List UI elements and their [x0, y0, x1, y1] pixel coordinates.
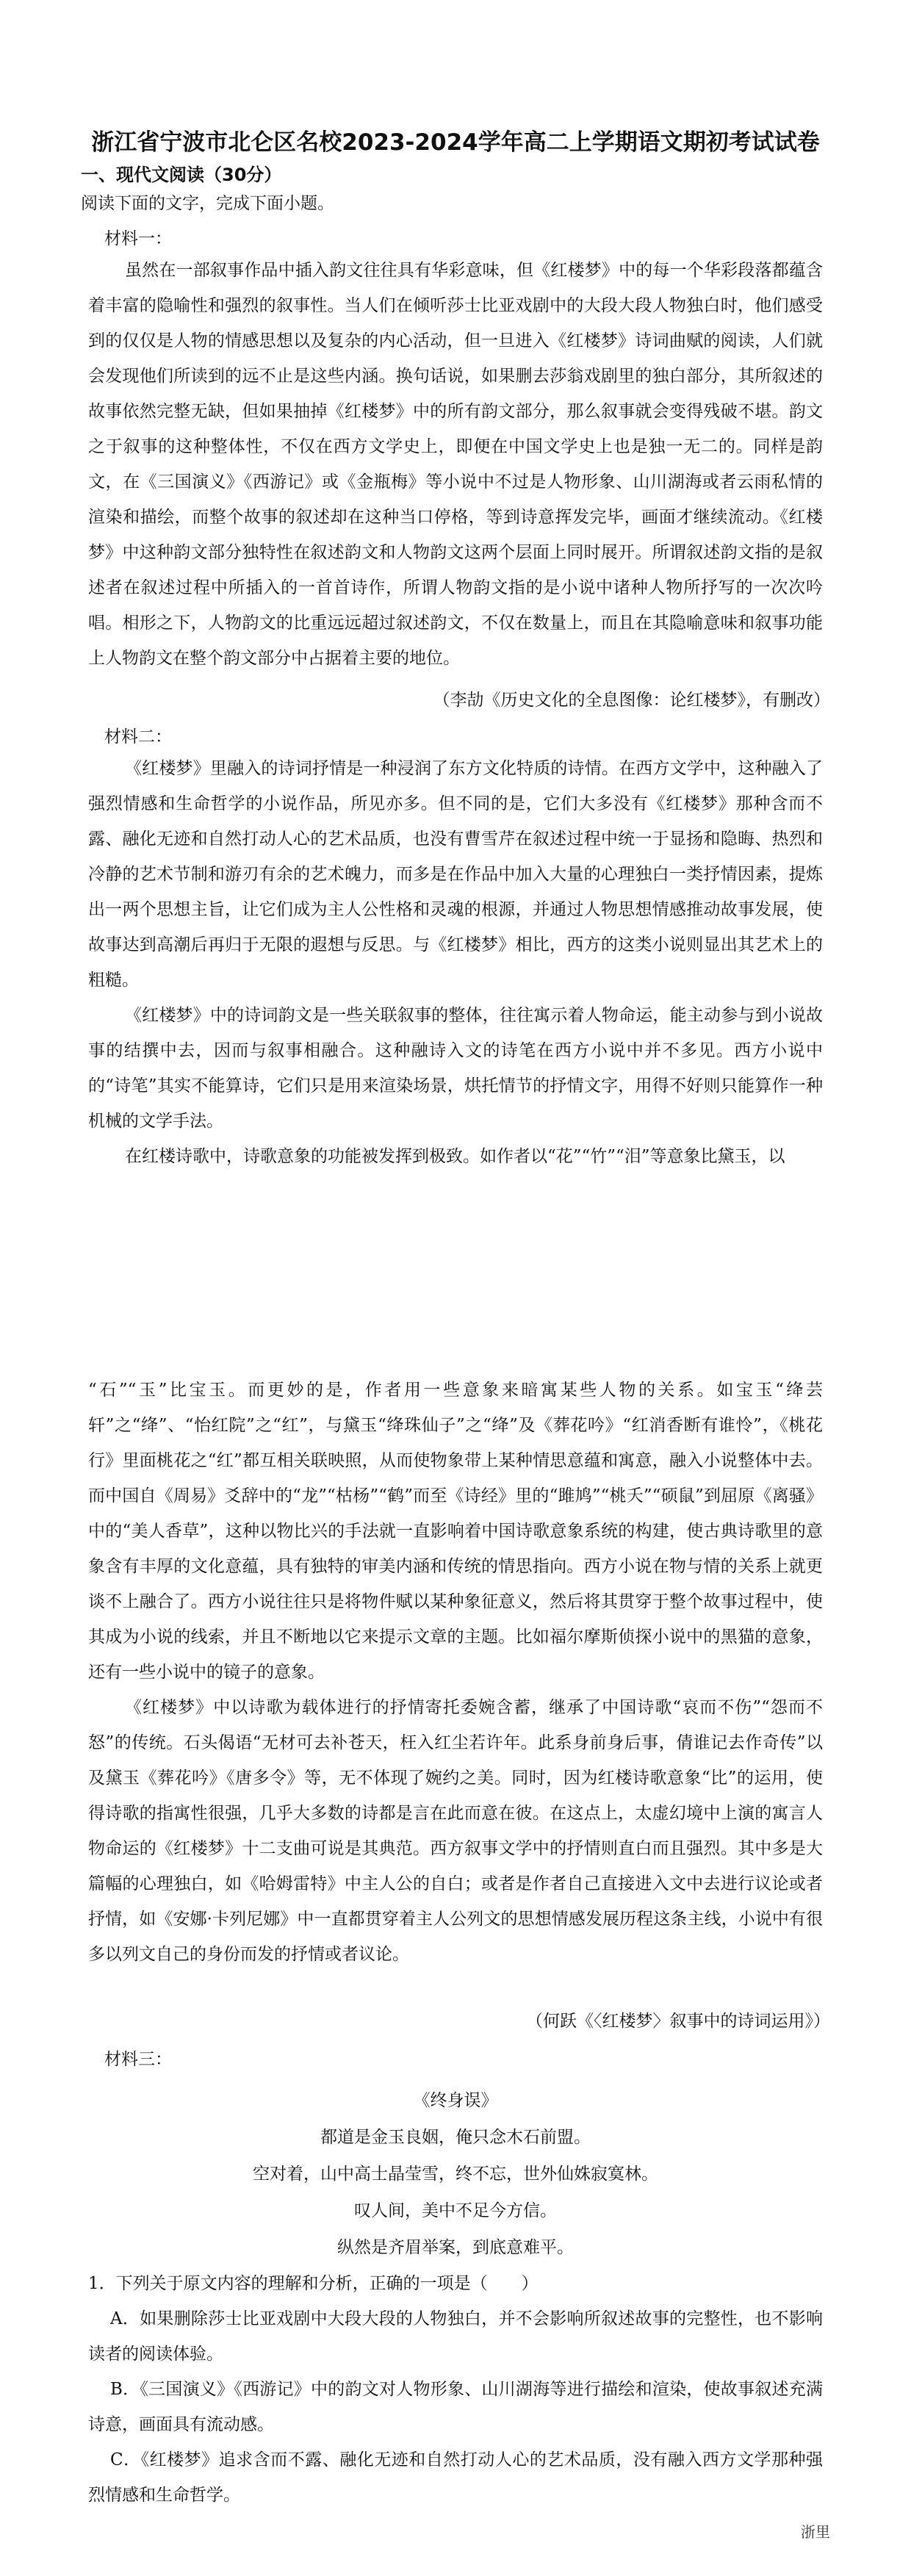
- material2-continuation: [88, 1372, 823, 1972]
- poem-line: 空对着，山中高士晶莹雪，终不忘，世外仙姝寂寞林。: [253, 2165, 658, 2184]
- material1-source: （李劼《历史文化的全息图像：论红楼梦》，有删改）: [433, 691, 830, 710]
- material1-paragraph: 虽然在一部叙事作品中插入韵文往往具有华彩意味，但《红楼梦》中的每一个华彩段落都蕴含着丰富的隐喻性和强烈的叙事性。当人们在倾听莎士比亚戏剧中的大段大段人物独白时，他们感受到的仅仅是人物的情感思想以及复杂的内心活动，但一旦进入《红楼梦》诗词曲赋的阅读，人们就会发现他们所读到的远不止是这些内涵。换句话说，如果删去莎翁戏剧里的独白部分，其所叙述的故事依然完整无缺，但如果抽掉《红楼梦》中的所有韵文部分，那么叙事就会变得残破不堪。韵文之于叙事的这种整体性，不仅在西方文学史上，即便在中国文学史上也是独一无二的。同样是韵文，在《三国演义》《西游记》或《金瓶梅》等小说中不过是人物形象、山川湖海或者云雨私情的渲染和描绘，而整个故事的叙述却在这种当口停格，等到诗意挥发完毕，画面才继续流动。《红楼梦》中这种韵文部分独特性在叙述韵文和人物韵文这两个层面上同时展开。所谓叙述韵文指的是叙述者在叙述过程中所插入的一首首诗作，所谓人物韵文指的是小说中诸种人物所抒写的一次次吟唱。相形之下，人物韵文的比重远远超过叙述韵文，不仅在数量上，而且在其隐喻意味和叙事功能上人物韵文在整个韵文部分中占据着主要的地位。: [88, 261, 823, 668]
- material2-source: （何跃《〈红楼梦〉叙事中的诗词运用》）: [526, 2012, 830, 2031]
- question-option-c[interactable]: C．《红楼梦》追求含而不露、融化无迹和自然打动人心的艺术品质，没有融入西方文学那种强烈情感和生命哲学。: [88, 2450, 823, 2505]
- section-heading: 一、现代文阅读（30分）: [81, 165, 282, 185]
- material2-body: [88, 751, 823, 1174]
- material2-paragraph: 《红楼梦》里融入的诗词抒情是一种浸润了东方文化特质的诗情。在西方文学中，这种融入了强烈情感和生命哲学的小说作品，所见亦多。但不同的是，它们大多没有《红楼梦》那种含而不露、融化无迹和自然打动人心的艺术品质，也没有曹雪芹在叙述过程中统一于显扬和隐晦、热烈和冷静的艺术节制和游刃有余的艺术魄力，而多是在作品中加入大量的心理独白一类抒情因素，提炼出一两个思想主旨，让它们成为主人公性格和灵魂的根源，并通过人物思想情感推动故事发展，使故事达到高潮后再归于无限的遐想与反思。与《红楼梦》相比，西方的这类小说则显出其艺术上的粗糙。: [88, 759, 823, 990]
- poem-line: 叹人间，美中不足今方信。: [354, 2201, 557, 2220]
- poem-title: 《终身误》: [413, 2091, 498, 2110]
- poem-line: 都道是金玉良姻，俺只念木石前盟。: [320, 2128, 591, 2147]
- material1-body: [88, 253, 823, 676]
- question-option-a[interactable]: A．如果删除莎士比亚戏剧中大段大段的人物独白，并不会影响所叙述故事的完整性，也不影响读者的阅读体验。: [88, 2309, 823, 2364]
- material3-label: 材料三：: [104, 2050, 172, 2069]
- material2-paragraph: 《红楼梦》中的诗词韵文是一些关联叙事的整体，往往寓示着人物命运，能主动参与到小说故事的结撰中去，因而与叙事相融合。这种融诗入文的诗笔在西方小说中并不多见。西方小说中的“诗笔”其实不能算诗，它们只是用来渲染场景，烘托情节的抒情文字，用得不好则只能算作一种机械的文学手法。: [88, 1006, 823, 1131]
- page-title: 浙江省宁波市北仑区名校2023-2024学年高二上学期语文期初考试试卷: [91, 129, 820, 156]
- question-option-b[interactable]: B．《三国演义》《西游记》中的韵文对人物形象、山川湖海等进行描绘和渲染，使故事叙述充满诗意，画面具有流动感。: [88, 2380, 823, 2434]
- page-footer: 浙里: [801, 2523, 830, 2541]
- material2-label: 材料二：: [104, 727, 172, 746]
- question-stem: 1．下列关于原文内容的理解和分析，正确的一项是（ ）: [88, 2274, 539, 2293]
- material1-label: 材料一：: [104, 229, 172, 248]
- material2-paragraph: “石”“玉”比宝玉。而更妙的是，作者用一些意象来暗寓某些人物的关系。如宝玉“绛芸轩”之“绛”、“怡红院”之“红”，与黛玉“绛珠仙子”之“绛”及《葬花吟》“红消香断有谁怜”，《桃花行》里面桃花之“红”都互相关联映照，从而使物象带上某种情思意蕴和寓意，融入小说整体中去。而中国自《周易》爻辞中的“龙”“枯杨”“鹤”而至《诗经》里的“雎鸠”“桃夭”“硕鼠”到屈原《离骚》中的“美人香草”，这种以物比兴的手法就一直影响着中国诗歌意象系统的构建，使古典诗歌里的意象含有丰厚的文化意蕴，具有独特的审美内涵和传统的情思指向。西方小说在物与情的关系上就更谈不上融合了。西方小说往往只是将物件赋以某种象征意义，然后将其贯穿于整个故事过程中，使其成为小说的线索，并且不断地以它来提示文章的主题。比如福尔摩斯侦探小说中的黑猫的意象，还有一些小说中的镜子的意象。: [88, 1381, 823, 1682]
- material2-paragraph: 在红楼诗歌中，诗歌意象的功能被发挥到极致。如作者以“花”“竹”“泪”等意象比黛玉，以: [125, 1147, 785, 1166]
- poem-line: 纵然是齐眉举案，到底意难平。: [337, 2238, 574, 2257]
- material2-paragraph: 《红楼梦》中以诗歌为载体进行的抒情寄托委婉含蓄，继承了中国诗歌“哀而不伤”“怨而不怒”的传统。石头偈语“无材可去补苍天，枉入红尘若许年。此系身前身后事，倩谁记去作奇传”以及黛玉《葬花吟》《唐多令》等，无不体现了婉约之美。同时，因为红楼诗歌意象“比”的运用，使得诗歌的指寓性很强，几乎大多数的诗都是言在此而意在彼。在这点上，太虚幻境中上演的寓言人物命运的《红楼梦》十二支曲可说是其典范。西方叙事文学中的抒情则直白而且强烈。其中多是大篇幅的心理独白，如《哈姆雷特》中主人公的自白；或者是作者自己直接进入文中去进行议论或者抒情，如《安娜·卡列尼娜》中一直都贯穿着主人公列文的思想情感发展历程这条主线，小说中有很多以列文自己的身份而发的抒情或者议论。: [88, 1698, 823, 1964]
- instruction: 阅读下面的文字，完成下面小题。: [81, 194, 334, 213]
